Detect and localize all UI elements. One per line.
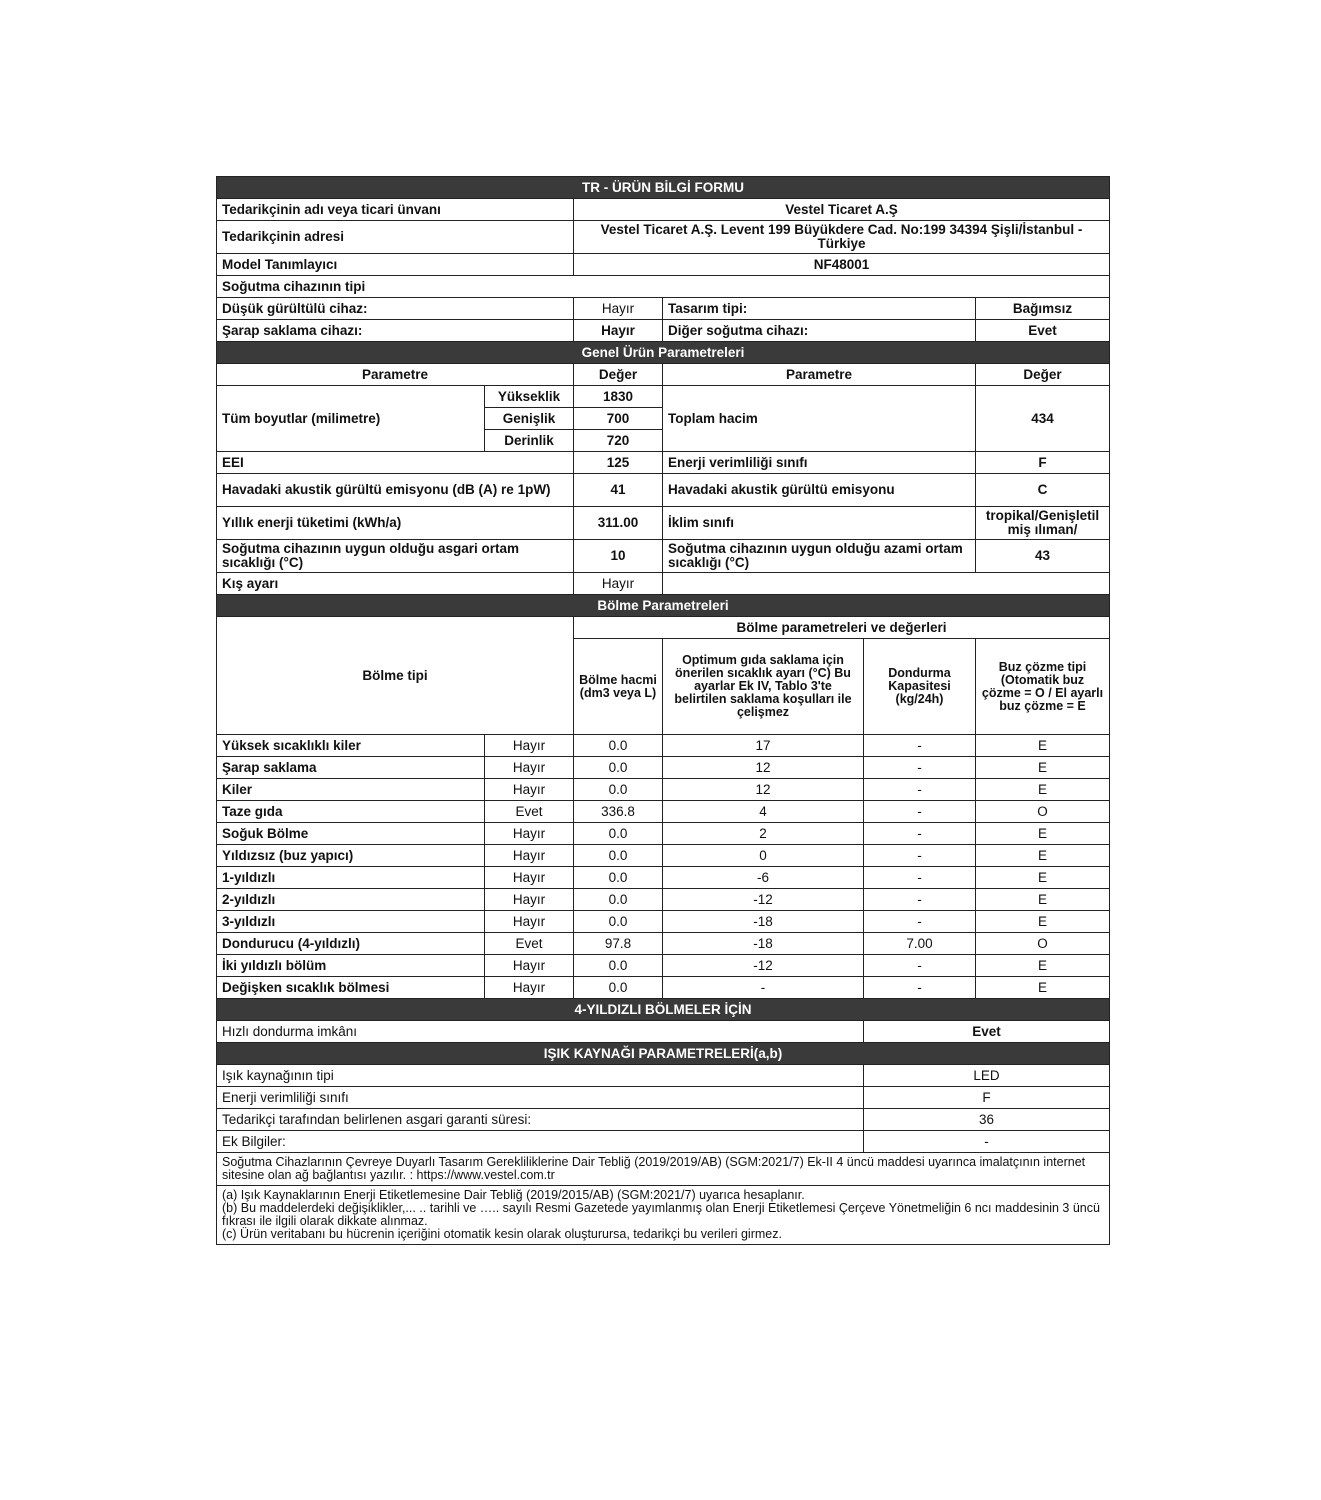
compartment-temp: 17: [663, 735, 864, 757]
compartment-defrost: E: [976, 977, 1110, 999]
table-row: [217, 845, 1110, 867]
compartment-present: Evet: [485, 933, 574, 955]
compartment-volume: 0.0: [574, 757, 663, 779]
model-label: Model Tanımlayıcı: [217, 254, 574, 276]
compartment-name: Dondurucu (4-yıldızlı): [217, 933, 485, 955]
compartment-defrost: E: [976, 735, 1110, 757]
footnote-c: (c) Ürün veritabanı bu hücrenin içeriğini otomatik kesin olarak oluşturursa, tedarikçi bu verileri girmez.: [222, 1227, 782, 1241]
fast-freeze-label: Hızlı dondurma imkânı: [217, 1021, 864, 1043]
warranty-label: Tedarikçi tarafından belirlenen asgari garanti süresi:: [217, 1109, 864, 1131]
noise-value: 41: [574, 474, 663, 507]
compartment-freeze: -: [864, 845, 976, 867]
form-title: TR - ÜRÜN BİLGİ FORMU: [217, 177, 1110, 199]
compartment-freeze: -: [864, 757, 976, 779]
compartment-subheader: Bölme parametreleri ve değerleri: [574, 617, 1110, 639]
design-type-value: Bağımsız: [976, 298, 1110, 320]
compartment-freeze: -: [864, 977, 976, 999]
compartment-freeze: -: [864, 955, 976, 977]
col-compartment-volume: Bölme hacmi (dm3 veya L): [574, 639, 663, 735]
compartment-temp: -18: [663, 911, 864, 933]
compartment-name: İki yıldızlı bölüm: [217, 955, 485, 977]
extra-info-label: Ek Bilgiler:: [217, 1131, 864, 1153]
compartment-defrost: O: [976, 801, 1110, 823]
annual-energy-value: 311.00: [574, 507, 663, 540]
eei-value: 125: [574, 452, 663, 474]
noise-label: Havadaki akustik gürültü emisyonu (dB (A) re 1pW): [217, 474, 574, 507]
height-label: Yükseklik: [485, 386, 574, 408]
compartment-defrost: E: [976, 823, 1110, 845]
noise-class-label: Havadaki akustik gürültü emisyonu: [663, 474, 976, 507]
table-row: [217, 889, 1110, 911]
energy-class-value: F: [976, 452, 1110, 474]
compartment-volume: 0.0: [574, 845, 663, 867]
compartment-name: Soğuk Bölme: [217, 823, 485, 845]
device-type-label: Soğutma cihazının tipi: [217, 276, 1110, 298]
light-energy-class-value: F: [864, 1087, 1110, 1109]
footnote-b: (b) Bu maddelerdeki değişiklikler,... .. tarihli ve ….. sayılı Resmi Gazetede yayımlanmış olan Enerji Etiketlemesi Çerçeve Yönetmeliğin 6 ncı maddesinin 3 üncü fıkrası ile ilgili olarak dikkate alınmaz.: [222, 1201, 1100, 1228]
empty-cell: [663, 573, 1110, 595]
height-value: 1830: [574, 386, 663, 408]
extra-info-value: -: [864, 1131, 1110, 1153]
light-source-header: IŞIK KAYNAĞI PARAMETRELERİ(a,b): [217, 1043, 1110, 1065]
table-row: [217, 757, 1110, 779]
width-label: Genişlik: [485, 408, 574, 430]
col-defrost-type: Buz çözme tipi (Otomatik buz çözme = O / El ayarlı buz çözme = E: [976, 639, 1110, 735]
supplier-name-value: Vestel Ticaret A.Ş: [574, 199, 1110, 221]
compartment-volume: 97.8: [574, 933, 663, 955]
compartment-temp: -: [663, 977, 864, 999]
compartment-freeze: -: [864, 911, 976, 933]
table-row: [217, 955, 1110, 977]
wine-storage-label: Şarap saklama cihazı:: [217, 320, 574, 342]
table-row: [217, 977, 1110, 999]
compartment-volume: 0.0: [574, 977, 663, 999]
table-row: [217, 867, 1110, 889]
compartment-defrost: O: [976, 933, 1110, 955]
supplier-address-value: Vestel Ticaret A.Ş. Levent 199 Büyükdere Cad. No:199 34394 Şişli/İstanbul - Türkiye: [574, 221, 1110, 254]
model-value: NF48001: [574, 254, 1110, 276]
other-appliance-value: Evet: [976, 320, 1110, 342]
compartment-temp: -6: [663, 867, 864, 889]
compartment-name: 1-yıldızlı: [217, 867, 485, 889]
max-ambient-temp-value: 43: [976, 540, 1110, 573]
compartment-present: Hayır: [485, 867, 574, 889]
table-row: [217, 801, 1110, 823]
compartment-freeze: -: [864, 823, 976, 845]
compartment-temp: 12: [663, 757, 864, 779]
compartment-present: Evet: [485, 801, 574, 823]
width-value: 700: [574, 408, 663, 430]
total-volume-value: 434: [976, 386, 1110, 452]
col-recommended-temp: Optimum gıda saklama için önerilen sıcaklık ayarı (°C) Bu ayarlar Ek IV, Tablo 3'te belirtilen saklama koşulları ile çelişmez: [663, 639, 864, 735]
compartment-present: Hayır: [485, 823, 574, 845]
regulation-note: Soğutma Cihazlarının Çevreye Duyarlı Tasarım Gerekliliklerine Dair Tebliğ (2019/2019/AB) (SGM:2021/7) Ek-II 4 üncü maddesi uyarınca imalatçının internet sitesine olan ağ bağlantısı yazılır. : https://www.vestel.com.tr: [217, 1153, 1110, 1186]
col-parameter-2: Parametre: [663, 364, 976, 386]
compartment-name: Taze gıda: [217, 801, 485, 823]
four-star-header: 4-YILDIZLI BÖLMELER İÇİN: [217, 999, 1110, 1021]
compartment-name: Değişken sıcaklık bölmesi: [217, 977, 485, 999]
compartment-defrost: E: [976, 911, 1110, 933]
compartment-freeze: -: [864, 779, 976, 801]
wine-storage-value: Hayır: [574, 320, 663, 342]
annual-energy-label: Yıllık enerji tüketimi (kWh/a): [217, 507, 574, 540]
col-value-1: Değer: [574, 364, 663, 386]
depth-value: 720: [574, 430, 663, 452]
compartment-name: Yıldızsız (buz yapıcı): [217, 845, 485, 867]
table-row: [217, 823, 1110, 845]
eei-label: EEI: [217, 452, 574, 474]
min-ambient-temp-value: 10: [574, 540, 663, 573]
compartment-present: Hayır: [485, 757, 574, 779]
design-type-label: Tasarım tipi:: [663, 298, 976, 320]
compartment-volume: 336.8: [574, 801, 663, 823]
table-row: [217, 911, 1110, 933]
compartment-freeze: -: [864, 801, 976, 823]
other-appliance-label: Diğer soğutma cihazı:: [663, 320, 976, 342]
col-parameter-1: Parametre: [217, 364, 574, 386]
compartment-name: 2-yıldızlı: [217, 889, 485, 911]
general-parameters-header: Genel Ürün Parametreleri: [217, 342, 1110, 364]
compartment-volume: 0.0: [574, 889, 663, 911]
compartment-defrost: E: [976, 889, 1110, 911]
compartment-present: Hayır: [485, 889, 574, 911]
compartment-present: Hayır: [485, 911, 574, 933]
compartment-temp: -12: [663, 889, 864, 911]
compartment-volume: 0.0: [574, 735, 663, 757]
energy-class-label: Enerji verimliliği sınıfı: [663, 452, 976, 474]
compartment-temp: 12: [663, 779, 864, 801]
compartment-volume: 0.0: [574, 911, 663, 933]
supplier-name-label: Tedarikçinin adı veya ticari ünvanı: [217, 199, 574, 221]
product-info-table: [216, 176, 1110, 1245]
winter-setting-value: Hayır: [574, 573, 663, 595]
compartment-temp: -18: [663, 933, 864, 955]
low-noise-label: Düşük gürültülü cihaz:: [217, 298, 574, 320]
climate-class-value: tropikal/Genişletilmiş ılıman/: [976, 507, 1110, 540]
total-volume-label: Toplam hacim: [663, 386, 976, 452]
supplier-address-label: Tedarikçinin adresi: [217, 221, 574, 254]
dimensions-label: Tüm boyutlar (milimetre): [217, 386, 485, 452]
compartment-defrost: E: [976, 955, 1110, 977]
compartment-present: Hayır: [485, 845, 574, 867]
compartment-volume: 0.0: [574, 867, 663, 889]
compartment-defrost: E: [976, 867, 1110, 889]
min-ambient-temp-label: Soğutma cihazının uygun olduğu asgari ortam sıcaklığı (°C): [217, 540, 574, 573]
compartment-temp: -12: [663, 955, 864, 977]
winter-setting-label: Kış ayarı: [217, 573, 574, 595]
compartment-temp: 0: [663, 845, 864, 867]
max-ambient-temp-label: Soğutma cihazının uygun olduğu azami ortam sıcaklığı (°C): [663, 540, 976, 573]
footnote-a: (a) Işık Kaynaklarının Enerji Etiketlemesine Dair Tebliğ (2019/2015/AB) (SGM:2021/7) uyarıca hesaplanır.: [222, 1188, 805, 1202]
compartment-volume: 0.0: [574, 823, 663, 845]
compartment-freeze: -: [864, 889, 976, 911]
compartment-name: Kiler: [217, 779, 485, 801]
compartment-freeze: -: [864, 735, 976, 757]
compartment-freeze: 7.00: [864, 933, 976, 955]
compartment-present: Hayır: [485, 779, 574, 801]
compartment-parameters-header: Bölme Parametreleri: [217, 595, 1110, 617]
light-type-value: LED: [864, 1065, 1110, 1087]
compartment-present: Hayır: [485, 955, 574, 977]
compartment-defrost: E: [976, 757, 1110, 779]
compartment-present: Hayır: [485, 735, 574, 757]
light-type-label: Işık kaynağının tipi: [217, 1065, 864, 1087]
compartment-volume: 0.0: [574, 955, 663, 977]
compartment-name: 3-yıldızlı: [217, 911, 485, 933]
compartment-temp: 4: [663, 801, 864, 823]
col-value-2: Değer: [976, 364, 1110, 386]
compartment-volume: 0.0: [574, 779, 663, 801]
compartment-temp: 2: [663, 823, 864, 845]
compartment-defrost: E: [976, 845, 1110, 867]
product-info-form: [216, 176, 1109, 1245]
compartment-name: Yüksek sıcaklıklı kiler: [217, 735, 485, 757]
table-row: [217, 779, 1110, 801]
low-noise-value: Hayır: [574, 298, 663, 320]
table-row: [217, 933, 1110, 955]
compartment-freeze: -: [864, 867, 976, 889]
climate-class-label: İklim sınıfı: [663, 507, 976, 540]
depth-label: Derinlik: [485, 430, 574, 452]
compartment-defrost: E: [976, 779, 1110, 801]
compartment-present: Hayır: [485, 977, 574, 999]
col-freezing-capacity: Dondurma Kapasitesi (kg/24h): [864, 639, 976, 735]
table-row: [217, 735, 1110, 757]
compartment-name: Şarap saklama: [217, 757, 485, 779]
noise-class-value: C: [976, 474, 1110, 507]
col-compartment-type: Bölme tipi: [217, 617, 574, 735]
fast-freeze-value: Evet: [864, 1021, 1110, 1043]
light-energy-class-label: Enerji verimliliği sınıfı: [217, 1087, 864, 1109]
warranty-value: 36: [864, 1109, 1110, 1131]
footnotes: [217, 1186, 1110, 1245]
